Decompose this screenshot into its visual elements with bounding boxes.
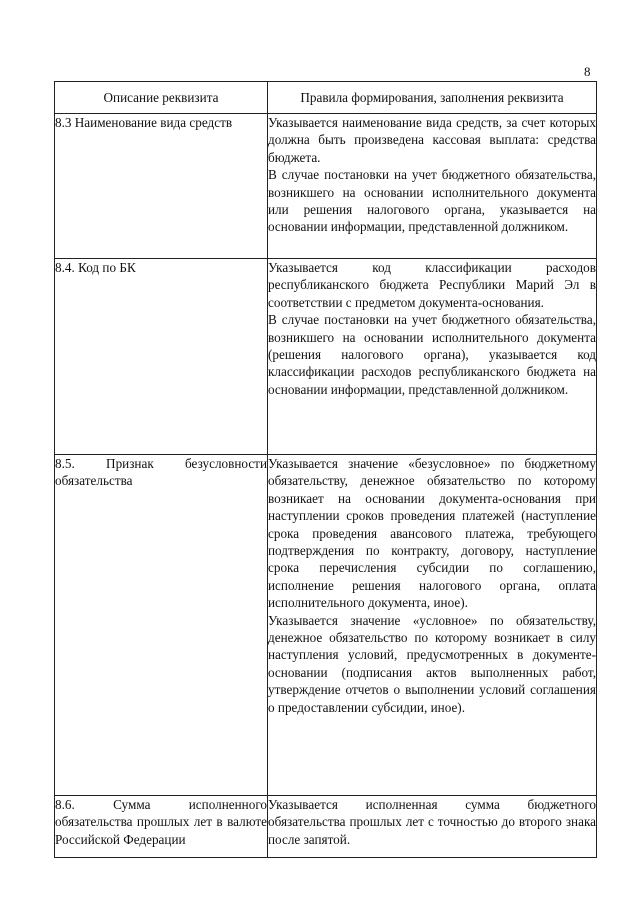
requisite-description: 8.4. Код по БК [55, 259, 268, 455]
table-row [55, 796, 597, 858]
requisite-description: 8.5. Признак безусловности обязательства [55, 455, 268, 796]
table-row [55, 114, 597, 259]
page-number: 8 [584, 64, 591, 79]
rule-paragraph: Указывается исполненная сумма бюджетного обязательства прошлых лет с точностью до второго знака после запятой. [268, 797, 596, 847]
table-row [55, 455, 597, 796]
requisites-table [54, 81, 597, 858]
rule-paragraph: Указывается значение «условное» по обязательству, денежное обязательство по которому возникает в силу наступления условий, предусмотренных в документе-основании (подписания актов выполненных работ, утверждение отчетов о выполнении условий соглашения о предоставлении субсидии, иное). [268, 612, 596, 715]
rule-paragraph: Указывается код классификации расходов республиканского бюджета Республики Марий Эл в соответствии с предметом документа-основания. [268, 260, 596, 310]
table-header-row [55, 82, 597, 114]
header-description: Описание реквизита [55, 82, 268, 114]
table-row [55, 259, 597, 455]
rule-paragraph: Указывается наименование вида средств, за счет которых должна быть произведена кассовая выплата: средства бюджета. [268, 115, 596, 165]
requisite-description: 8.3 Наименование вида средств [55, 114, 268, 259]
rule-paragraph: Указывается значение «безусловное» по бюджетному обязательству, денежное обязательство по которому возникает на основании документа-основания при наступлении сроков проведения платежей (наступление срока проведения авансового платежа, требующего подтверждения по контракту, договору, наступление срока перечисления субсидии по соглашению, исполнение решения налогового органа, оплата исполнительного документа, иное). [268, 456, 596, 611]
requisite-rules [268, 114, 597, 259]
requisite-rules [268, 259, 597, 455]
requisite-description: 8.6. Сумма исполненного обязательства прошлых лет в валюте Российской Федерации [55, 796, 268, 858]
header-rules: Правила формирования, заполнения реквизита [268, 82, 597, 114]
requisite-rules [268, 796, 597, 858]
rule-paragraph: В случае постановки на учет бюджетного обязательства, возникшего на основании исполнительного документа или решения налогового органа, указывается на основании информации, представленной должником. [268, 167, 596, 235]
rule-paragraph: В случае постановки на учет бюджетного обязательства, возникшего на основании исполнительного документа (решения налогового органа), указывается код классификации расходов республиканского бюджета на основании информации, представленной должником. [268, 312, 596, 397]
requisite-rules [268, 455, 597, 796]
